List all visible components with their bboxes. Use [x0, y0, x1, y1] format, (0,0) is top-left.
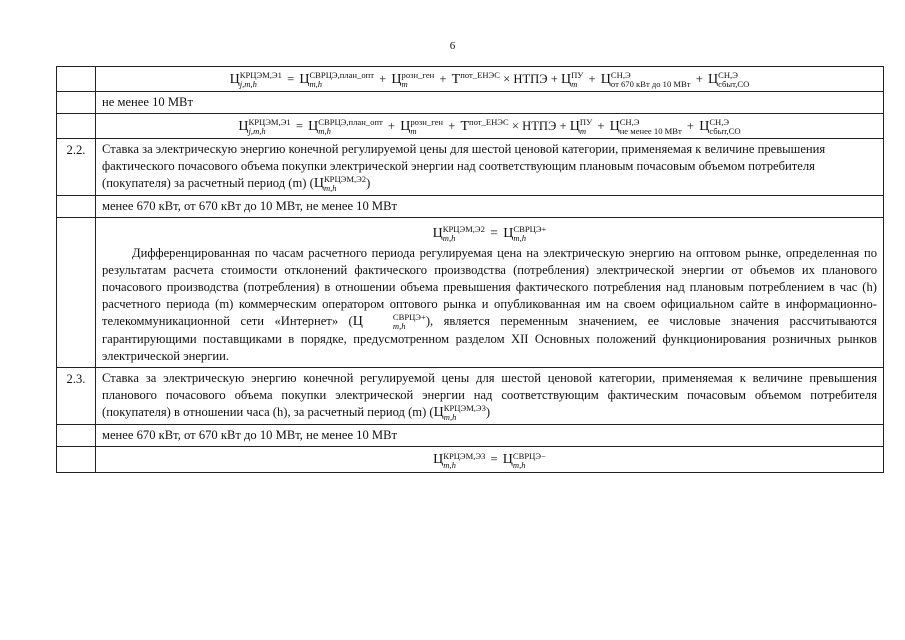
- table-row: [57, 218, 884, 368]
- description-text: Дифференцированная по часам расчетного периода регулируемая цена на электрическую энергию на оптовом рынке, определенная по результатам расчета стоимости отклонений фактического производства (потребления) электрической энергии от объемов их планового почасового производства (потребления) в отношении объема превышения фактического потребления над плановым потреблением в час (h) расчетного периода (m) коммерческим оператором оптового рынка и опубликованная им на своем официальном сайте в информационно-телекоммуникационной сети «Интернет» (Ц СВРЦЭ+ m,h ), является переменным значением, ее числовые значения рассчитываются гарантирующими поставщиками в порядке, предусмотренном разделом XII Основных положений функционирования розничных рынков электрической энергии.: [102, 246, 877, 364]
- table-row: [57, 368, 884, 425]
- number-cell: [57, 218, 96, 368]
- number-cell: [57, 114, 96, 139]
- formula-a: Ц КРЦЭМ,Э1 j,m,h = Ц СВРЦЭ,план_опт m,h + Ц розн_ген m + Т пот_ЕНЭС × НТПЭ + Ц ПУ m + Ц СН,Э от 670 кВт до 10 МВт + Ц СН,Э сбыт,СО: [96, 67, 884, 92]
- table-row: [57, 92, 884, 114]
- page-number: 6: [449, 40, 456, 52]
- number-cell: [57, 425, 96, 447]
- section-title: Ставка за электрическую энергию конечной регулируемой цены для шестой ценовой категории, применяемая к величине превышения фактического почасового объема покупки электрической энергии над соответствующим плановым почасовым объемом потребителя (покупателя) за расчетный период (m) (Ц КРЦЭМ,Э2 m,h ): [96, 139, 884, 196]
- table-row: [57, 67, 884, 92]
- capacity-label: менее 670 кВт, от 670 кВт до 10 МВт, не менее 10 МВт: [96, 425, 884, 447]
- capacity-label: менее 670 кВт, от 670 кВт до 10 МВт, не менее 10 МВт: [96, 196, 884, 218]
- number-cell: [57, 67, 96, 92]
- formula-b: Ц КРЦЭМ,Э1 j,m,h = Ц СВРЦЭ,план_опт m,h + Ц розн_ген m + Т пот_ЕНЭС × НТПЭ + Ц ПУ m + Ц СН,Э не менее 10 МВт + Ц СН,Э сбыт,СО: [96, 114, 884, 139]
- number-cell: [57, 92, 96, 114]
- table-row: [57, 139, 884, 196]
- section-title: Ставка за электрическую энергию конечной регулируемой цены для шестой ценовой категории, применяемая к величине превышения планового почасового объема покупки электрической энергии над соответствующим фактическим почасовым объемом потребителя (покупателя) в отношении часа (h), за расчетный период (m) (Ц КРЦЭМ,Э3 m,h ): [96, 368, 884, 425]
- number-cell: [57, 447, 96, 472]
- formula-description-cell: [96, 218, 884, 368]
- number-cell: [57, 196, 96, 218]
- table-row: [57, 447, 884, 472]
- formula-e2: Ц КРЦЭМ,Э2 m,h = Ц СВРЦЭ+ m,h: [432, 224, 547, 244]
- table-row: [57, 114, 884, 139]
- table-row: [57, 425, 884, 447]
- section-number: 2.3.: [57, 368, 96, 425]
- tariff-table: [56, 66, 884, 473]
- table-row: [57, 196, 884, 218]
- section-number: 2.2.: [57, 139, 96, 196]
- formula-e3: Ц КРЦЭМ,Э3 m,h = Ц СВРЦЭ− m,h: [96, 447, 884, 472]
- capacity-label: не менее 10 МВт: [96, 92, 884, 114]
